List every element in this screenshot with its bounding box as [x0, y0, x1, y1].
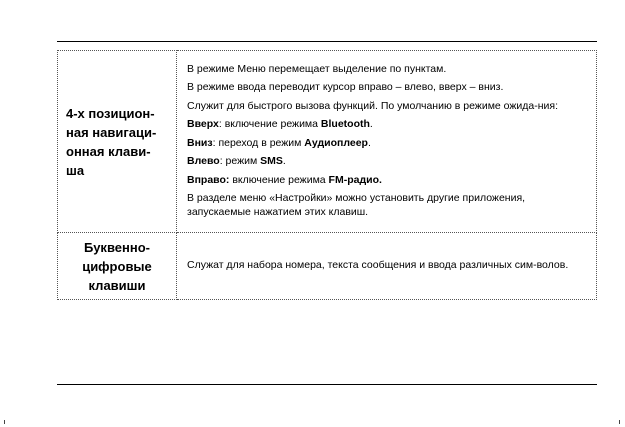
- key-name-line: онная клави-: [66, 143, 151, 159]
- table-row: [58, 233, 597, 300]
- shortcut-end: .: [367, 136, 371, 149]
- shortcut-end: .: [369, 118, 373, 131]
- description-line: В режиме Меню перемещает выделение по пунктам.: [187, 62, 447, 75]
- shortcut-down: [187, 137, 586, 151]
- shortcut-text: включение режима: [229, 173, 329, 186]
- header-rule: [57, 41, 597, 42]
- table-row: [58, 51, 597, 233]
- shortcut-target: Bluetooth: [320, 118, 370, 131]
- key-name-line: Буквенно-: [84, 239, 150, 255]
- shortcut-target: FM-радио.: [328, 173, 382, 186]
- keys-table: [57, 50, 597, 300]
- key-description-cell: [177, 233, 597, 300]
- shortcut-text: : включение режима: [218, 118, 321, 131]
- page-edge-mark: [619, 420, 620, 424]
- shortcut-key: Вниз: [187, 136, 213, 149]
- description-footer: В разделе меню «Настройки» можно установить другие приложения, запускаемые нажатием этих клавиш.: [187, 192, 526, 218]
- key-name-line: ша: [66, 162, 85, 178]
- key-description-cell: [177, 51, 597, 233]
- shortcut-target: SMS: [260, 155, 283, 168]
- shortcut-right: [187, 174, 586, 188]
- description-line: Служит для быстрого вызова функций. По умолчанию в режиме ожида-ния:: [187, 99, 559, 112]
- key-name: [58, 238, 176, 295]
- key-name-cell: [58, 51, 177, 233]
- key-name: [58, 104, 176, 180]
- key-name-line: 4-х позицион-: [66, 105, 155, 121]
- key-name-line: клавиши: [88, 277, 146, 293]
- shortcut-text: : переход в режим: [212, 136, 305, 149]
- shortcut-left: [187, 155, 586, 169]
- shortcut-key: Вправо:: [187, 173, 230, 186]
- key-name-cell: [58, 233, 177, 300]
- key-name-line: ная навигаци-: [66, 124, 157, 140]
- footer-rule: [57, 384, 597, 385]
- shortcut-key: Вверх: [187, 118, 219, 131]
- description-line: Служат для набора номера, текста сообщения и ввода различных сим-волов.: [187, 258, 569, 271]
- page-edge-mark: [4, 420, 5, 424]
- shortcut-key: Влево: [187, 155, 220, 168]
- shortcut-text: : режим: [219, 155, 261, 168]
- shortcut-up: [187, 118, 586, 132]
- shortcut-end: .: [282, 155, 286, 168]
- description-line: В режиме ввода переводит курсор вправо – влево, вверх – вниз.: [187, 81, 504, 94]
- shortcut-target: Аудиоплеер: [304, 136, 368, 149]
- key-name-line: цифровые: [82, 258, 152, 274]
